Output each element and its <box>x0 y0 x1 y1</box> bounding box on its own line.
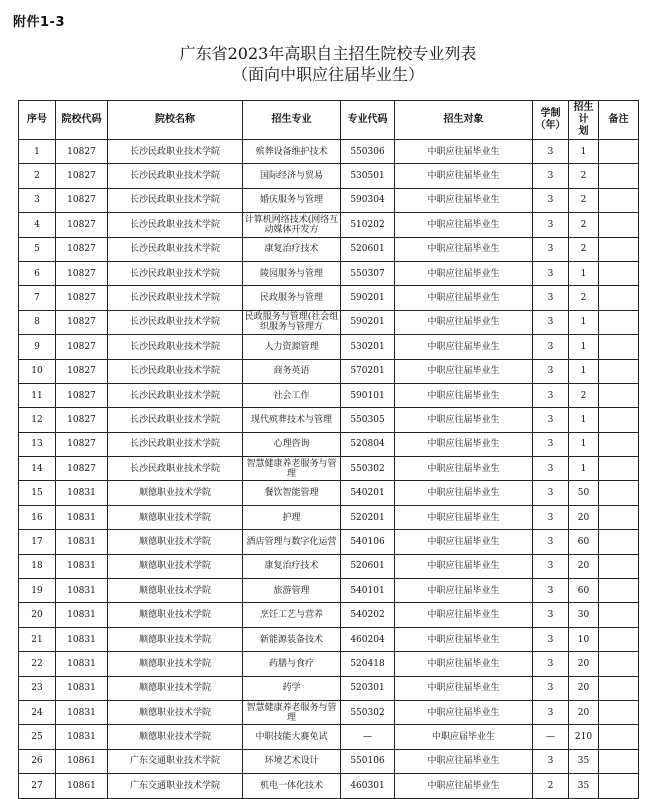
cell-duration: 3 <box>533 554 569 578</box>
cell-duration: 3 <box>533 481 569 505</box>
cell-major-code: 520601 <box>341 554 395 578</box>
cell-school-code: 10827 <box>56 310 108 334</box>
cell-duration: 3 <box>533 627 569 651</box>
cell-target: 中职应往届毕业生 <box>395 481 533 505</box>
table-row <box>19 774 639 798</box>
header-target: 招生对象 <box>395 101 533 140</box>
cell-duration: 3 <box>533 359 569 383</box>
cell-index: 27 <box>19 774 56 798</box>
cell-index: 10 <box>19 359 56 383</box>
table-row <box>19 676 639 700</box>
cell-target: 中职应往届毕业生 <box>395 579 533 603</box>
cell-quota: 20 <box>569 652 599 676</box>
cell-remarks <box>599 530 639 554</box>
cell-major-code: 590201 <box>341 286 395 310</box>
cell-index: 23 <box>19 676 56 700</box>
table-row <box>19 530 639 554</box>
cell-major-code: 550305 <box>341 408 395 432</box>
cell-target: 中职应往届毕业生 <box>395 213 533 237</box>
cell-school-code: 10831 <box>56 505 108 529</box>
cell-quota: 60 <box>569 530 599 554</box>
attachment-label: 附件1-3 <box>13 15 65 30</box>
cell-major: 人力资源管理 <box>243 335 341 359</box>
cell-duration: 3 <box>533 286 569 310</box>
cell-major: 殡葬设备维护技术 <box>243 140 341 164</box>
cell-major: 药膳与食疗 <box>243 652 341 676</box>
cell-school-name: 长沙民政职业技术学院 <box>108 286 243 310</box>
cell-index: 12 <box>19 408 56 432</box>
cell-quota: 1 <box>569 310 599 334</box>
cell-school-name: 顺德职业技术学院 <box>108 554 243 578</box>
cell-school-code: 10827 <box>56 432 108 456</box>
cell-major: 药学 <box>243 676 341 700</box>
cell-remarks <box>599 261 639 285</box>
cell-target: 中职应往届毕业生 <box>395 749 533 773</box>
cell-school-name: 长沙民政职业技术学院 <box>108 261 243 285</box>
cell-school-code: 10827 <box>56 457 108 481</box>
header-major: 招生专业 <box>243 101 341 140</box>
cell-school-name: 顺德职业技术学院 <box>108 700 243 724</box>
document-title: 广东省2023年高职自主招生院校专业列表 <box>179 44 477 63</box>
cell-index: 1 <box>19 140 56 164</box>
cell-major-code: 550307 <box>341 261 395 285</box>
cell-target: 中职应往届毕业生 <box>395 164 533 188</box>
cell-school-name: 长沙民政职业技术学院 <box>108 237 243 261</box>
cell-quota: 1 <box>569 432 599 456</box>
cell-duration: 3 <box>533 652 569 676</box>
cell-school-code: 10831 <box>56 530 108 554</box>
table-row <box>19 359 639 383</box>
cell-index: 21 <box>19 627 56 651</box>
cell-quota: 1 <box>569 335 599 359</box>
cell-target: 中职应往届毕业生 <box>395 554 533 578</box>
cell-index: 17 <box>19 530 56 554</box>
cell-duration: 3 <box>533 188 569 212</box>
cell-quota: 20 <box>569 700 599 724</box>
cell-remarks <box>599 359 639 383</box>
cell-quota: 2 <box>569 213 599 237</box>
cell-target: 中职应往届毕业生 <box>395 505 533 529</box>
cell-major-code: 460204 <box>341 627 395 651</box>
cell-duration: 3 <box>533 457 569 481</box>
cell-school-name: 广东交通职业技术学院 <box>108 774 243 798</box>
header-school-code: 院校代码 <box>56 101 108 140</box>
cell-remarks <box>599 749 639 773</box>
cell-school-name: 长沙民政职业技术学院 <box>108 164 243 188</box>
enrollment-table <box>18 100 639 799</box>
table-row <box>19 700 639 724</box>
cell-school-code: 10827 <box>56 188 108 212</box>
cell-target: 中职应往届毕业生 <box>395 310 533 334</box>
header-index: 序号 <box>19 101 56 140</box>
cell-remarks <box>599 457 639 481</box>
cell-remarks <box>599 603 639 627</box>
cell-quota: 35 <box>569 774 599 798</box>
document-subtitle: （面向中职应往届毕业生） <box>231 65 424 84</box>
cell-remarks <box>599 164 639 188</box>
cell-major: 康复治疗技术 <box>243 237 341 261</box>
cell-school-code: 10831 <box>56 579 108 603</box>
cell-index: 11 <box>19 383 56 407</box>
cell-index: 25 <box>19 725 56 749</box>
table-row <box>19 335 639 359</box>
cell-quota: 2 <box>569 237 599 261</box>
cell-target: 中职应往届毕业生 <box>395 627 533 651</box>
cell-target: 中职应往届毕业生 <box>395 383 533 407</box>
cell-duration: 3 <box>533 676 569 700</box>
cell-target: 中职应往届毕业生 <box>395 457 533 481</box>
cell-major-code: 590304 <box>341 188 395 212</box>
cell-quota: 20 <box>569 676 599 700</box>
cell-school-code: 10831 <box>56 627 108 651</box>
table-row <box>19 481 639 505</box>
cell-school-name: 长沙民政职业技术学院 <box>108 335 243 359</box>
cell-major: 烹饪工艺与营养 <box>243 603 341 627</box>
cell-target: 中职应往届毕业生 <box>395 700 533 724</box>
cell-school-name: 长沙民政职业技术学院 <box>108 359 243 383</box>
cell-quota: 2 <box>569 164 599 188</box>
cell-index: 5 <box>19 237 56 261</box>
cell-school-code: 10861 <box>56 749 108 773</box>
cell-school-name: 顺德职业技术学院 <box>108 725 243 749</box>
cell-target: 中职应往届毕业生 <box>395 530 533 554</box>
cell-school-code: 10861 <box>56 774 108 798</box>
cell-remarks <box>599 432 639 456</box>
cell-major-code: 540106 <box>341 530 395 554</box>
cell-major-code: 520301 <box>341 676 395 700</box>
table-body <box>19 140 639 799</box>
cell-remarks <box>599 579 639 603</box>
cell-major-code: 590201 <box>341 310 395 334</box>
header-duration: 学制 （年） <box>533 101 569 140</box>
cell-major: 商务英语 <box>243 359 341 383</box>
cell-target: 中职应往届毕业生 <box>395 774 533 798</box>
cell-school-code: 10827 <box>56 140 108 164</box>
cell-duration: 3 <box>533 335 569 359</box>
cell-remarks <box>599 774 639 798</box>
cell-remarks <box>599 408 639 432</box>
cell-remarks <box>599 140 639 164</box>
cell-index: 26 <box>19 749 56 773</box>
cell-index: 8 <box>19 310 56 334</box>
cell-school-name: 长沙民政职业技术学院 <box>108 310 243 334</box>
cell-quota: 2 <box>569 286 599 310</box>
cell-remarks <box>599 310 639 334</box>
cell-remarks <box>599 383 639 407</box>
cell-major-code: 550302 <box>341 700 395 724</box>
cell-duration: 3 <box>533 530 569 554</box>
cell-major-code: 520418 <box>341 652 395 676</box>
cell-major: 智慧健康养老服务与管理 <box>243 457 341 481</box>
cell-major-code: 550306 <box>341 140 395 164</box>
cell-major: 婚庆服务与管理 <box>243 188 341 212</box>
cell-major: 新能源装备技术 <box>243 627 341 651</box>
cell-school-code: 10831 <box>56 652 108 676</box>
cell-duration: 3 <box>533 383 569 407</box>
cell-quota: 20 <box>569 554 599 578</box>
cell-school-code: 10831 <box>56 603 108 627</box>
cell-school-name: 顺德职业技术学院 <box>108 505 243 529</box>
cell-major-code: 540202 <box>341 603 395 627</box>
cell-major: 中职技能大赛免试 <box>243 725 341 749</box>
cell-remarks <box>599 188 639 212</box>
cell-quota: 10 <box>569 627 599 651</box>
cell-school-name: 长沙民政职业技术学院 <box>108 188 243 212</box>
cell-remarks <box>599 725 639 749</box>
cell-quota: 35 <box>569 749 599 773</box>
cell-major-code: 520804 <box>341 432 395 456</box>
cell-major: 现代殡葬技术与管理 <box>243 408 341 432</box>
cell-quota: 30 <box>569 603 599 627</box>
cell-target: 中职应往届毕业生 <box>395 261 533 285</box>
cell-major: 餐饮智能管理 <box>243 481 341 505</box>
cell-school-name: 顺德职业技术学院 <box>108 579 243 603</box>
cell-duration: — <box>533 725 569 749</box>
table-header-row <box>19 101 639 140</box>
cell-index: 19 <box>19 579 56 603</box>
cell-school-code: 10831 <box>56 554 108 578</box>
table-row <box>19 140 639 164</box>
cell-school-code: 10827 <box>56 335 108 359</box>
table-row <box>19 383 639 407</box>
cell-school-name: 长沙民政职业技术学院 <box>108 213 243 237</box>
cell-school-name: 长沙民政职业技术学院 <box>108 457 243 481</box>
cell-major: 计算机网络技术(网络互动媒体开发方 <box>243 213 341 237</box>
cell-school-name: 长沙民政职业技术学院 <box>108 408 243 432</box>
cell-school-code: 10827 <box>56 213 108 237</box>
cell-major-code: 590101 <box>341 383 395 407</box>
cell-major: 陵园服务与管理 <box>243 261 341 285</box>
cell-school-name: 顺德职业技术学院 <box>108 627 243 651</box>
cell-major-code: 550302 <box>341 457 395 481</box>
table-row <box>19 627 639 651</box>
cell-school-code: 10827 <box>56 237 108 261</box>
cell-major: 护理 <box>243 505 341 529</box>
cell-major: 环境艺术设计 <box>243 749 341 773</box>
cell-school-name: 长沙民政职业技术学院 <box>108 432 243 456</box>
cell-target: 中职应往届毕业生 <box>395 286 533 310</box>
cell-major: 社会工作 <box>243 383 341 407</box>
cell-major: 民政服务与管理 <box>243 286 341 310</box>
cell-index: 14 <box>19 457 56 481</box>
cell-duration: 3 <box>533 310 569 334</box>
cell-school-name: 顺德职业技术学院 <box>108 652 243 676</box>
cell-target: 中职应往届毕业生 <box>395 408 533 432</box>
cell-remarks <box>599 335 639 359</box>
cell-target: 中职应往届毕业生 <box>395 432 533 456</box>
cell-quota: 2 <box>569 188 599 212</box>
header-school-name: 院校名称 <box>108 101 243 140</box>
cell-major: 旅游管理 <box>243 579 341 603</box>
table-row <box>19 749 639 773</box>
header-major-code: 专业代码 <box>341 101 395 140</box>
cell-index: 6 <box>19 261 56 285</box>
cell-remarks <box>599 237 639 261</box>
cell-school-name: 长沙民政职业技术学院 <box>108 140 243 164</box>
cell-quota: 1 <box>569 140 599 164</box>
cell-duration: 3 <box>533 261 569 285</box>
table-row <box>19 457 639 481</box>
cell-major-code: 520601 <box>341 237 395 261</box>
cell-duration: 2 <box>533 774 569 798</box>
cell-duration: 3 <box>533 140 569 164</box>
cell-remarks <box>599 554 639 578</box>
cell-school-name: 长沙民政职业技术学院 <box>108 383 243 407</box>
cell-duration: 3 <box>533 213 569 237</box>
cell-index: 13 <box>19 432 56 456</box>
cell-major-code: 530201 <box>341 335 395 359</box>
table-row <box>19 432 639 456</box>
table-row <box>19 579 639 603</box>
cell-duration: 3 <box>533 408 569 432</box>
cell-major-code: 540201 <box>341 481 395 505</box>
cell-school-name: 顺德职业技术学院 <box>108 603 243 627</box>
cell-remarks <box>599 505 639 529</box>
cell-quota: 210 <box>569 725 599 749</box>
table-row <box>19 310 639 334</box>
cell-duration: 3 <box>533 700 569 724</box>
cell-major-code: 510202 <box>341 213 395 237</box>
table-row <box>19 286 639 310</box>
cell-target: 中职应往届毕业生 <box>395 140 533 164</box>
cell-duration: 3 <box>533 579 569 603</box>
table-row <box>19 652 639 676</box>
cell-remarks <box>599 286 639 310</box>
header-remarks: 备注 <box>599 101 639 140</box>
cell-quota: 1 <box>569 408 599 432</box>
table-row <box>19 261 639 285</box>
cell-school-code: 10831 <box>56 725 108 749</box>
cell-school-name: 顺德职业技术学院 <box>108 676 243 700</box>
cell-remarks <box>599 481 639 505</box>
cell-school-code: 10827 <box>56 383 108 407</box>
cell-remarks <box>599 700 639 724</box>
cell-school-code: 10831 <box>56 481 108 505</box>
cell-major-code: 460301 <box>341 774 395 798</box>
cell-index: 22 <box>19 652 56 676</box>
table-row <box>19 164 639 188</box>
cell-major: 酒店管理与数字化运营 <box>243 530 341 554</box>
cell-quota: 2 <box>569 383 599 407</box>
cell-major-code: 530501 <box>341 164 395 188</box>
cell-duration: 3 <box>533 749 569 773</box>
cell-school-name: 广东交通职业技术学院 <box>108 749 243 773</box>
cell-major: 康复治疗技术 <box>243 554 341 578</box>
cell-school-name: 顺德职业技术学院 <box>108 530 243 554</box>
cell-major: 智慧健康养老服务与管理 <box>243 700 341 724</box>
cell-major: 机电一体化技术 <box>243 774 341 798</box>
cell-quota: 1 <box>569 261 599 285</box>
cell-remarks <box>599 652 639 676</box>
cell-quota: 20 <box>569 505 599 529</box>
cell-quota: 60 <box>569 579 599 603</box>
cell-target: 中职应往届毕业生 <box>395 188 533 212</box>
cell-index: 18 <box>19 554 56 578</box>
cell-major-code: 550106 <box>341 749 395 773</box>
cell-index: 16 <box>19 505 56 529</box>
cell-remarks <box>599 676 639 700</box>
table-row <box>19 213 639 237</box>
cell-duration: 3 <box>533 164 569 188</box>
table-row <box>19 603 639 627</box>
cell-index: 3 <box>19 188 56 212</box>
cell-school-name: 顺德职业技术学院 <box>108 481 243 505</box>
cell-quota: 50 <box>569 481 599 505</box>
cell-quota: 1 <box>569 457 599 481</box>
cell-school-code: 10827 <box>56 359 108 383</box>
table-row <box>19 408 639 432</box>
cell-target: 中职应往届毕业生 <box>395 652 533 676</box>
cell-duration: 3 <box>533 432 569 456</box>
cell-index: 15 <box>19 481 56 505</box>
table-row <box>19 505 639 529</box>
cell-major: 民政服务与管理(社会组织服务与管理方 <box>243 310 341 334</box>
cell-major: 国际经济与贸易 <box>243 164 341 188</box>
cell-index: 7 <box>19 286 56 310</box>
table-row <box>19 237 639 261</box>
cell-remarks <box>599 627 639 651</box>
cell-target: 中职应届毕业生 <box>395 725 533 749</box>
cell-school-code: 10827 <box>56 164 108 188</box>
cell-duration: 3 <box>533 603 569 627</box>
cell-major: 心理咨询 <box>243 432 341 456</box>
cell-school-code: 10827 <box>56 261 108 285</box>
cell-quota: 1 <box>569 359 599 383</box>
header-quota: 招生计 划 <box>569 101 599 140</box>
cell-target: 中职应往届毕业生 <box>395 676 533 700</box>
cell-school-code: 10827 <box>56 408 108 432</box>
cell-target: 中职应往届毕业生 <box>395 359 533 383</box>
table-row <box>19 554 639 578</box>
cell-duration: 3 <box>533 237 569 261</box>
cell-major-code: — <box>341 725 395 749</box>
cell-major-code: 540101 <box>341 579 395 603</box>
cell-target: 中职应往届毕业生 <box>395 603 533 627</box>
cell-index: 24 <box>19 700 56 724</box>
cell-school-code: 10831 <box>56 700 108 724</box>
cell-remarks <box>599 213 639 237</box>
table-row <box>19 188 639 212</box>
cell-target: 中职应往届毕业生 <box>395 335 533 359</box>
cell-school-code: 10827 <box>56 286 108 310</box>
cell-school-code: 10831 <box>56 676 108 700</box>
cell-index: 2 <box>19 164 56 188</box>
cell-duration: 3 <box>533 505 569 529</box>
cell-major-code: 520201 <box>341 505 395 529</box>
cell-index: 9 <box>19 335 56 359</box>
cell-target: 中职应往届毕业生 <box>395 237 533 261</box>
table-row <box>19 725 639 749</box>
cell-major-code: 570201 <box>341 359 395 383</box>
cell-index: 20 <box>19 603 56 627</box>
cell-index: 4 <box>19 213 56 237</box>
